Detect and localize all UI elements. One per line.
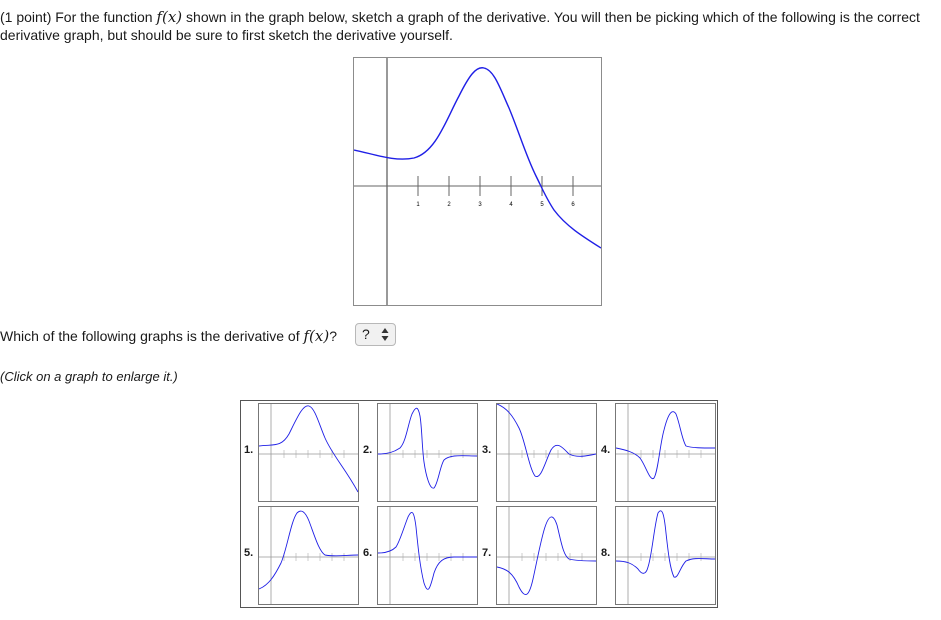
option-number: 5. [244, 547, 254, 559]
function-graph-svg [354, 58, 601, 305]
thumb-curve [378, 408, 477, 488]
thumb-curve [616, 412, 715, 479]
enlarge-hint: (Click on a graph to enlarge it.) [0, 369, 178, 384]
thumb-curve [497, 517, 596, 595]
thumbnail-plot [616, 404, 715, 501]
thumbnail-plot [259, 404, 358, 501]
question-suffix: shown in the graph below, sketch a graph of the derivative. You will then be picking which of the following is the correct derivative graph, but should be sure to first sketch the derivative yourself. [0, 9, 920, 43]
option-graph-2[interactable] [360, 401, 479, 504]
thumb-curve [378, 512, 477, 589]
option-number: 1. [244, 444, 254, 456]
answer-select[interactable] [355, 323, 396, 346]
thumbnail-plot [259, 507, 358, 604]
prompt-suffix: ? [329, 328, 338, 344]
answer-select-value: ? [362, 326, 370, 342]
thumbnail-plot [497, 404, 596, 501]
option-thumbnail[interactable] [258, 403, 359, 502]
thumbnail-plot [378, 404, 477, 501]
option-thumbnail[interactable] [496, 506, 597, 605]
option-number: 2. [363, 444, 373, 456]
function-label: f(x) [156, 8, 183, 26]
thumbnail-plot [616, 507, 715, 604]
option-number: 7. [482, 547, 492, 559]
x-tick-label: 3 [478, 202, 482, 208]
prompt-prefix: Which of the following graphs is the derivative of [0, 328, 304, 344]
function-graph [353, 57, 602, 306]
thumbnail-plot [497, 507, 596, 604]
x-axis-ticks [416, 176, 575, 208]
option-graph-7[interactable] [479, 504, 598, 607]
option-thumbnail[interactable] [496, 403, 597, 502]
updown-arrows-icon [381, 327, 389, 342]
x-tick-label: 1 [416, 202, 420, 208]
option-graph-3[interactable] [479, 401, 598, 504]
option-number: 4. [601, 444, 611, 456]
thumb-curve [616, 511, 715, 577]
option-number: 6. [363, 547, 373, 559]
thumb-curve [497, 404, 596, 477]
thumb-curve [259, 511, 358, 589]
option-thumbnail[interactable] [615, 506, 716, 605]
option-number: 8. [601, 547, 611, 559]
option-graph-1[interactable] [241, 401, 360, 504]
option-graph-5[interactable] [241, 504, 360, 607]
x-tick-label: 6 [571, 202, 575, 208]
option-graph-4[interactable] [598, 401, 717, 504]
x-tick-label: 4 [509, 202, 513, 208]
option-thumbnail[interactable] [377, 403, 478, 502]
x-tick-label: 5 [540, 202, 544, 208]
question-text [0, 8, 941, 44]
function-curve [354, 68, 601, 248]
prompt-function: f(x) [303, 327, 330, 345]
option-graph-6[interactable] [360, 504, 479, 607]
options-grid [240, 400, 718, 608]
option-number: 3. [482, 444, 492, 456]
x-tick-label: 2 [447, 202, 451, 208]
option-thumbnail[interactable] [615, 403, 716, 502]
option-thumbnail[interactable] [377, 506, 478, 605]
question-prefix: (1 point) For the function [0, 9, 157, 25]
thumb-curve [259, 406, 358, 492]
option-thumbnail[interactable] [258, 506, 359, 605]
thumbnail-plot [378, 507, 477, 604]
option-graph-8[interactable] [598, 504, 717, 607]
answer-prompt [0, 327, 337, 345]
